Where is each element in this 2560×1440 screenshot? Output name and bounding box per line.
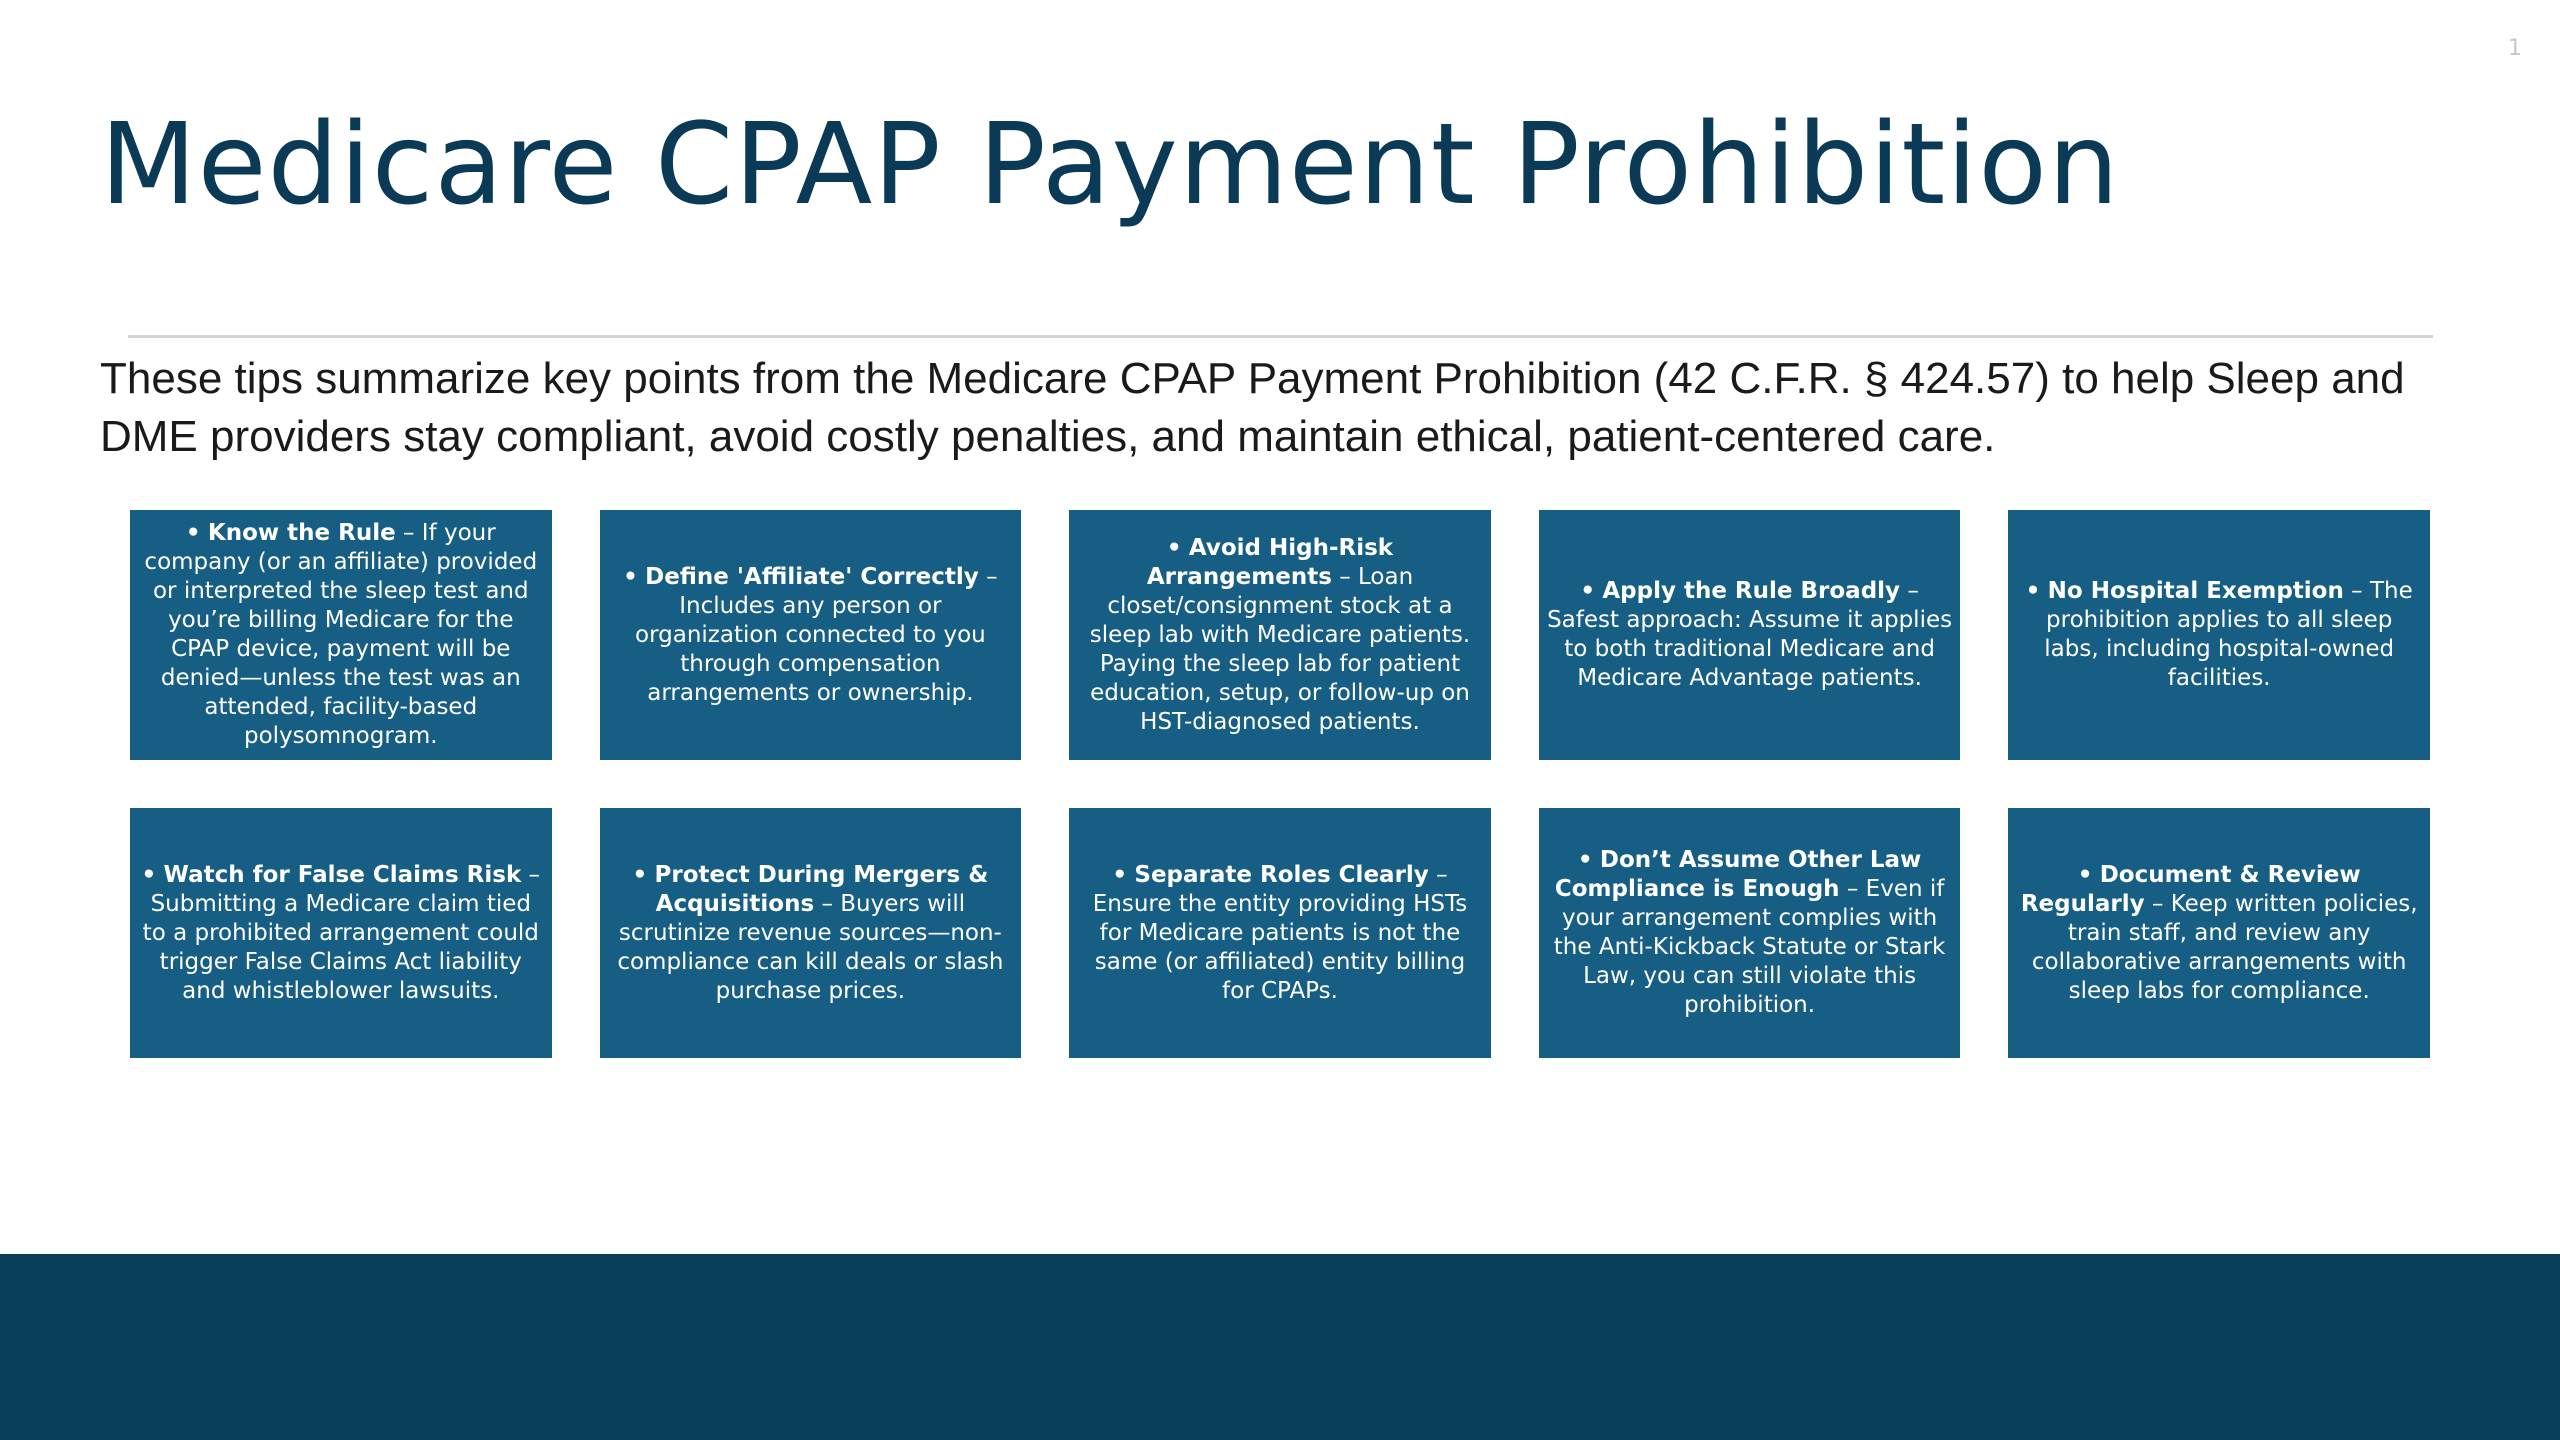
tip-card-bullet: • <box>2077 861 2093 888</box>
tip-card-title: Avoid High-Risk Arrangements <box>1146 534 1394 590</box>
tip-card-text <box>1077 861 1483 1006</box>
tip-card-text <box>2016 861 2422 1006</box>
tip-card-text <box>138 861 544 1006</box>
tip-card-title: Separate Roles Clearly <box>1134 861 1429 888</box>
tip-card-body: The prohibition applies to all sleep labs, including hospital-owned facilities. <box>2044 578 2413 691</box>
tip-card-body: Loan closet/consignment stock at a sleep lab with Medicare patients. Paying the sleep lab for patient education, setup, or follow-up on HST-diagnosed patients. <box>1089 563 1471 735</box>
tip-card-body: Ensure the entity providing HSTs for Medicare patients is not the same (or affiliated) entity billing for CPAPs. <box>1092 890 1468 1004</box>
tip-card-separator: – <box>978 563 998 590</box>
tip-card-separator: – <box>1331 563 1359 590</box>
tip-card-bullet: • <box>632 861 648 888</box>
tip-card-separator: – <box>1428 861 1448 888</box>
tip-card-body: Buyers will scrutinize revenue sources—non-compliance can kill deals or slash purchase prices. <box>617 890 1004 1004</box>
tip-card-false-claims <box>130 808 552 1058</box>
tip-card-bullet: • <box>1112 861 1128 888</box>
intro-paragraph: These tips summarize key points from the Medicare CPAP Payment Prohibition (42 C.F.R. § 424.57) to help Sleep and DME providers stay compliant, avoid costly penalties, and maintain ethical, patient-centered care. <box>100 354 2405 461</box>
tip-card-body: Safest approach: Assume it applies to both traditional Medicare and Medicare Advantage patients. <box>1547 607 1953 691</box>
tip-card-text <box>1547 577 1953 693</box>
tip-card-body: If your company (or an affiliate) provided or interpreted the sleep test and you’re billing Medicare for the CPAP device, payment will be denied—unless the test was an attended, facility-based polysomnogram. <box>144 520 538 749</box>
tip-card-body: Even if your arrangement complies with the Anti-Kickback Statute or Stark Law, you can still violate this prohibition. <box>1553 876 1946 1018</box>
tip-card-text <box>608 861 1014 1006</box>
tip-card-separator: – <box>2144 890 2171 917</box>
tip-card-body: Includes any person or organization connected to you through compensation arrangements or ownership. <box>635 592 986 706</box>
tip-card-title: Document & Review Regularly <box>2020 861 2361 917</box>
tip-card-body: Keep written policies, train staff, and review any collaborative arrangements with sleep labs for compliance. <box>2031 890 2418 1004</box>
tip-card-bullet: • <box>1580 578 1596 604</box>
tip-card-mergers-acquisitions <box>600 808 1022 1058</box>
page-number: 1 <box>2508 36 2522 61</box>
tip-card-bullet: • <box>1166 534 1182 561</box>
tip-card-text <box>1547 846 1953 1020</box>
tip-card-define-affiliate <box>600 510 1022 760</box>
title-divider <box>128 335 2433 338</box>
tip-card-no-hospital-exemption <box>2008 510 2430 760</box>
page-title: Medicare CPAP Payment Prohibition <box>100 100 2120 230</box>
tip-card-separate-roles <box>1069 808 1491 1058</box>
tip-card-document-review <box>2008 808 2430 1058</box>
tip-card-title: No Hospital Exemption <box>2047 578 2344 604</box>
tip-card-bullet: • <box>1577 847 1593 873</box>
tip-card-body: Submitting a Medicare claim tied to a prohibited arrangement could trigger False Claims Act liability and whistleblower lawsuits. <box>142 890 539 1004</box>
tip-card-bullet: • <box>623 563 638 590</box>
tip-card-know-the-rule <box>130 510 552 760</box>
tip-card-separator: – <box>1839 876 1866 902</box>
tip-card-bullet: • <box>185 520 201 546</box>
tip-card-title: Apply the Rule Broadly <box>1602 578 1901 604</box>
tip-card-title: Watch for False Claims Risk <box>163 861 522 888</box>
tip-card-text <box>1077 534 1483 737</box>
tip-card-avoid-high-risk <box>1069 510 1491 760</box>
footer-band <box>0 1254 2560 1440</box>
tip-card-text <box>138 519 544 751</box>
tip-card-title: Define 'Affiliate' Correctly <box>645 563 979 590</box>
tip-card-text <box>608 563 1014 708</box>
tip-card-title: Know the Rule <box>207 520 396 546</box>
tip-card-separator: – <box>395 520 422 546</box>
tip-card-bullet: • <box>141 861 157 888</box>
tip-card-apply-broadly <box>1539 510 1961 760</box>
tip-card-separator: – <box>2343 578 2370 604</box>
tip-card-separator: – <box>521 861 541 888</box>
tip-card-title: Don’t Assume Other Law Compliance is Enough <box>1554 847 1922 902</box>
tip-card-bullet: • <box>2025 578 2041 604</box>
tip-card-separator: – <box>814 890 841 917</box>
tip-card-text <box>2016 577 2422 693</box>
tips-grid <box>130 510 2430 1060</box>
tip-card-separator: – <box>1900 578 1919 604</box>
tip-card-other-law-compliance <box>1539 808 1961 1058</box>
tip-card-title: Protect During Mergers & Acquisitions <box>654 861 989 917</box>
